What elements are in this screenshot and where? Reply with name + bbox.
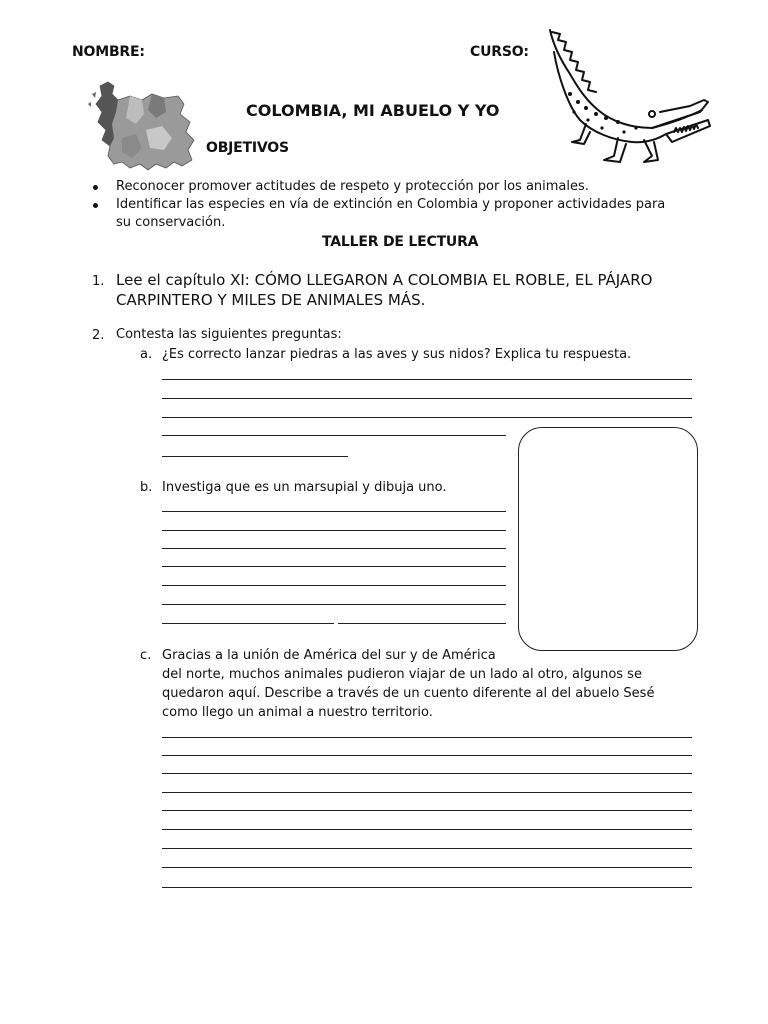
- objective-item-continued: su conservación.: [116, 215, 226, 230]
- answer-line[interactable]: [162, 435, 506, 436]
- objective-item: Identificar las especies en vía de extinción en Colombia y proponer actividades para: [116, 197, 666, 212]
- answer-line[interactable]: [162, 511, 506, 512]
- course-label: CURSO:: [470, 44, 529, 60]
- answer-line[interactable]: [162, 530, 506, 531]
- answer-line[interactable]: [162, 773, 692, 774]
- answer-line[interactable]: [162, 737, 692, 738]
- answer-line[interactable]: [162, 585, 506, 586]
- colombia-map-icon: [86, 80, 202, 172]
- answer-line[interactable]: [162, 604, 506, 605]
- answer-line[interactable]: [338, 623, 506, 624]
- objective-item: Reconocer promover actitudes de respeto y protección por los animales.: [116, 179, 589, 194]
- task-2-intro: Contesta las siguientes preguntas:: [116, 327, 342, 342]
- task-1-line: CARPINTERO Y MILES DE ANIMALES MÁS.: [116, 291, 426, 309]
- task-number: 2.: [92, 328, 105, 343]
- task-1-line: Lee el capítulo XI: CÓMO LLEGARON A COLOMBIA EL ROBLE, EL PÁJARO: [116, 271, 653, 289]
- question-a-text: ¿Es correcto lanzar piedras a las aves y sus nidos? Explica tu respuesta.: [162, 347, 632, 362]
- question-c-line: del norte, muchos animales pudieron viajar de un lado al otro, algunos se: [162, 667, 642, 682]
- name-label: NOMBRE:: [72, 44, 145, 60]
- answer-line[interactable]: [162, 887, 692, 888]
- question-c-line: Gracias a la unión de América del sur y de América: [162, 648, 496, 663]
- answer-line[interactable]: [162, 848, 692, 849]
- question-marker: c.: [140, 648, 152, 663]
- answer-line[interactable]: [162, 755, 692, 756]
- question-b-text: Investiga que es un marsupial y dibuja uno.: [162, 480, 447, 495]
- answer-line[interactable]: [162, 379, 692, 380]
- drawing-box[interactable]: [518, 427, 698, 651]
- answer-line[interactable]: [162, 548, 506, 549]
- question-marker: a.: [140, 347, 153, 362]
- answer-line[interactable]: [162, 398, 692, 399]
- task-number: 1.: [92, 274, 105, 289]
- answer-line[interactable]: [162, 810, 692, 811]
- page-title: COLOMBIA, MI ABUELO Y YO: [246, 101, 500, 120]
- crocodile-icon: [540, 28, 716, 170]
- question-c-line: como llego un animal a nuestro territorio.: [162, 705, 433, 720]
- question-c-line: quedaron aquí. Describe a través de un cuento diferente al del abuelo Sesé: [162, 686, 655, 701]
- answer-line[interactable]: [162, 867, 692, 868]
- bullet-icon: [93, 185, 98, 190]
- answer-line[interactable]: [162, 456, 348, 457]
- objectives-heading: OBJETIVOS: [206, 140, 289, 156]
- workshop-heading: TALLER DE LECTURA: [322, 234, 479, 250]
- bullet-icon: [93, 203, 98, 208]
- answer-line[interactable]: [162, 829, 692, 830]
- question-marker: b.: [140, 480, 153, 495]
- answer-line[interactable]: [162, 566, 506, 567]
- answer-line[interactable]: [162, 417, 692, 418]
- answer-line[interactable]: [162, 792, 692, 793]
- answer-line[interactable]: [162, 623, 334, 624]
